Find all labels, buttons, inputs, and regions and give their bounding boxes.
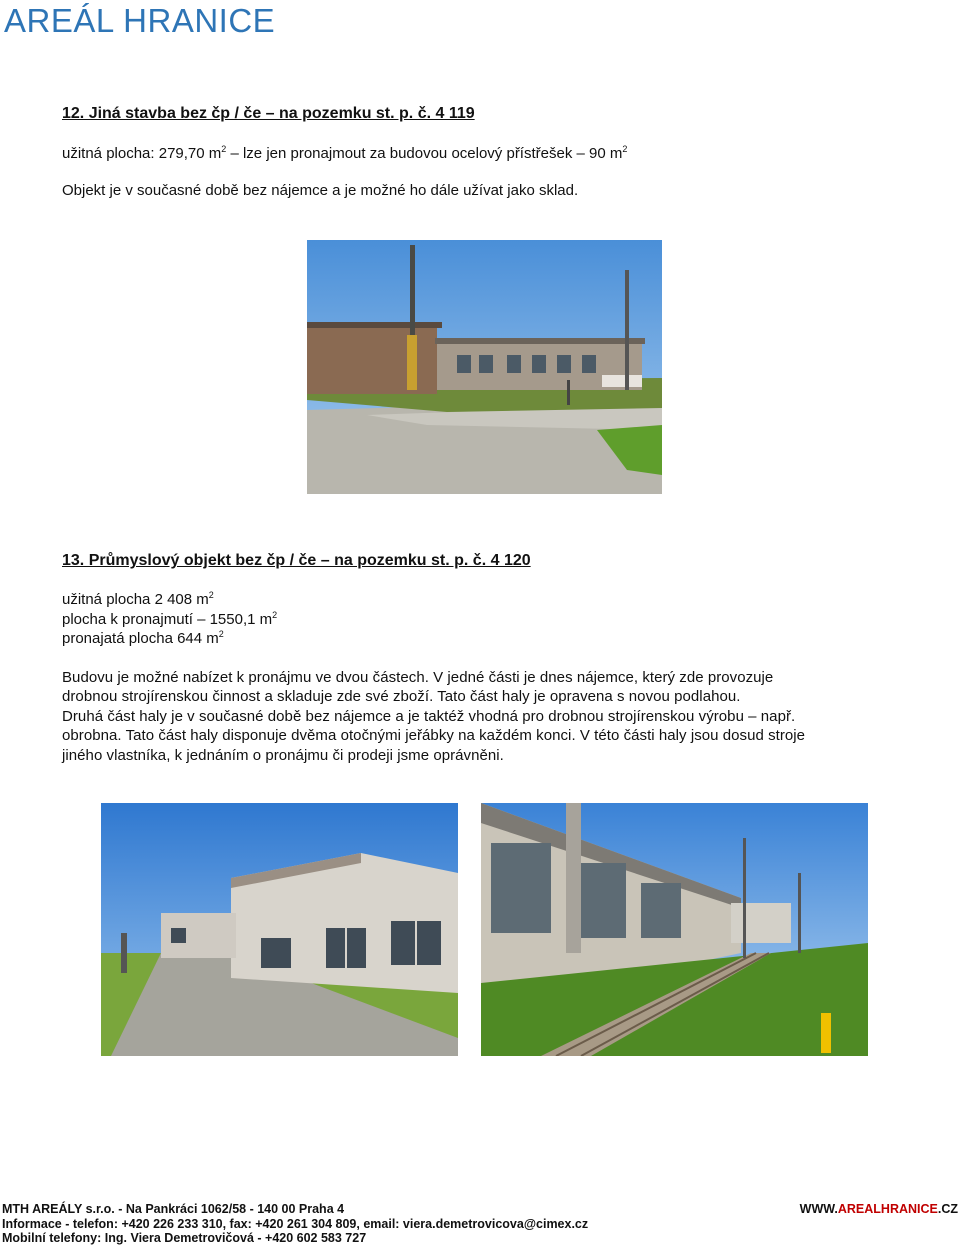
unit-superscript: 2 bbox=[622, 144, 628, 154]
footer-website-brand: AREALHRANICE bbox=[837, 1202, 938, 1216]
photo-hall-exterior bbox=[101, 803, 458, 1056]
footer-mobile: Mobilní telefony: Ing. Viera Demetrovičová - +420 602 583 727 bbox=[2, 1231, 367, 1245]
description-line: drobnou strojírenskou činnost a skladuje zde své zboží. Tato část haly je opravena s novou podlahou. bbox=[62, 688, 741, 706]
footer-company: MTH AREÁLY s.r.o. - Na Pankráci 1062/58 - 140 00 Praha 4 bbox=[2, 1202, 345, 1216]
description-line: Druhá část haly je v současné době bez nájemce a je taktéž vhodná pro drobnou strojírenskou výrobu – např. bbox=[62, 707, 796, 725]
description-line: obrobna. Tato část haly disponuje dvěma otočnými jeřábky na každém konci. V této části haly jsou dosud stroje bbox=[62, 727, 806, 745]
lease-area-text: plocha k pronajmutí – 1550,1 m bbox=[62, 611, 273, 628]
section-12-area-text: užitná plocha: 279,70 m bbox=[62, 145, 222, 162]
unit-superscript: 2 bbox=[218, 629, 224, 639]
description-line: jiného vlastníka, k jednáním o pronájmu či prodeji jsme oprávněni. bbox=[62, 746, 504, 764]
unit-superscript: 2 bbox=[272, 610, 278, 620]
footer-website-prefix: WWW. bbox=[799, 1202, 838, 1216]
unit-superscript: 2 bbox=[208, 590, 214, 600]
footer-website[interactable] bbox=[800, 1202, 958, 1216]
section-13-heading: 13. Průmyslový objekt bez čp / če – na pozemku st. p. č. 4 120 bbox=[62, 552, 531, 569]
section-13-description bbox=[62, 668, 902, 765]
leased-area-text: pronajatá plocha 644 m bbox=[62, 630, 219, 647]
unit-superscript: 2 bbox=[221, 144, 227, 154]
footer-contact-info: Informace - telefon: +420 226 233 310, fax: +420 261 304 809, email: viera.demetrovicova@cimex.cz bbox=[2, 1217, 589, 1231]
section-12-area-line bbox=[62, 145, 627, 162]
section-12-usage-line: Objekt je v současné době bez nájemce a je možné ho dále užívat jako sklad. bbox=[62, 182, 579, 199]
section-12-heading: 12. Jiná stavba bez čp / če – na pozemku st. p. č. 4 119 bbox=[62, 105, 475, 122]
photo-hall-rail-track bbox=[481, 803, 868, 1056]
photo-building-12 bbox=[307, 240, 662, 494]
section-13-leased-area bbox=[62, 630, 224, 647]
footer-website-suffix: .CZ bbox=[937, 1202, 958, 1216]
section-13-lease-area bbox=[62, 611, 277, 628]
usable-area-text: užitná plocha 2 408 m bbox=[62, 591, 209, 608]
section-13-usable-area bbox=[62, 591, 214, 608]
page-title: AREÁL HRANICE bbox=[4, 2, 276, 39]
section-12-shelter-text: – lze jen pronajmout za budovou ocelový přístřešek – 90 m bbox=[226, 145, 623, 162]
description-line: Budovu je možné nabízet k pronájmu ve dvou částech. V jedné části je dnes nájemce, který zde provozuje bbox=[62, 669, 774, 686]
